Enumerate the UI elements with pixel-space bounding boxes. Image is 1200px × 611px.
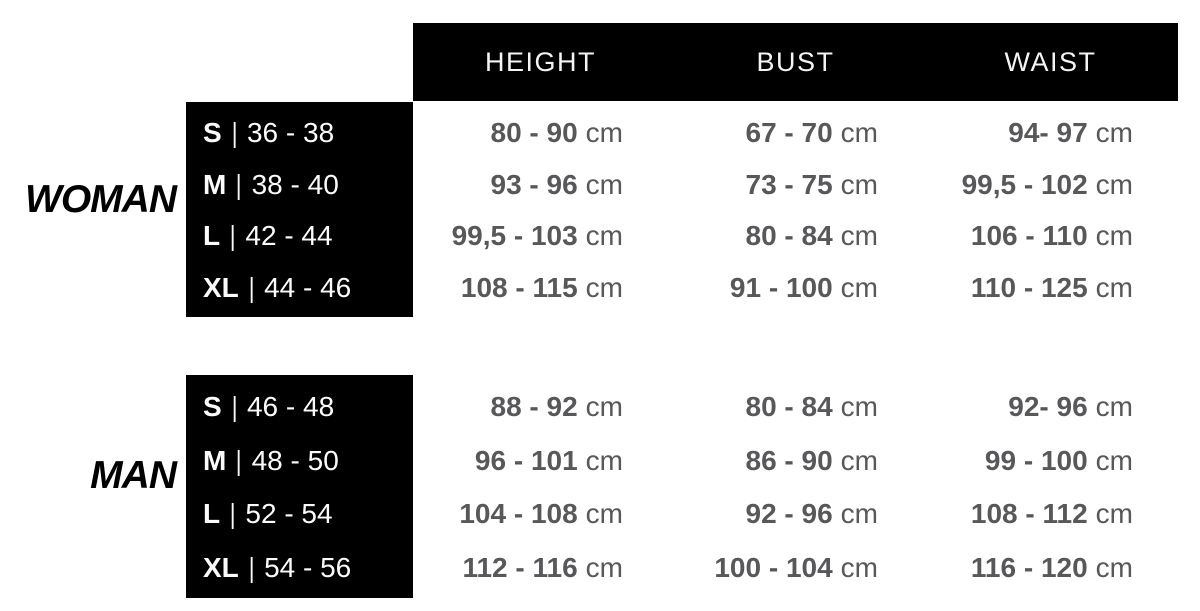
measurement-value: 80 - 84 [745, 220, 833, 252]
unit-label: cm [1095, 168, 1133, 200]
measurement-value: 112 - 116 [462, 552, 578, 584]
measurement-cell [413, 434, 668, 488]
measurement-value: 99,5 - 102 [961, 168, 1088, 200]
measurement-value: 116 - 120 [970, 552, 1088, 584]
unit-label: cm [585, 498, 623, 530]
unit-label: cm [1095, 390, 1133, 422]
measurement-cell [923, 541, 1178, 595]
unit-label: cm [585, 220, 623, 252]
woman-size-box [186, 102, 413, 317]
measurement-value: 73 - 75 [745, 168, 833, 200]
unit-label: cm [585, 390, 623, 422]
unit-label: cm [840, 168, 878, 200]
measurement-value: 80 - 90 [490, 116, 578, 148]
size-letter: XL [203, 552, 239, 584]
measurement-cell [668, 434, 923, 488]
size-separator: | [231, 116, 238, 148]
woman-section [0, 102, 1200, 317]
size-row [203, 262, 413, 314]
measurement-value: 99 - 100 [984, 444, 1088, 476]
measurement-value: 86 - 90 [745, 444, 833, 476]
unit-label: cm [585, 116, 623, 148]
measurement-cell [413, 211, 668, 263]
size-separator: | [229, 220, 236, 252]
size-row [203, 211, 413, 263]
size-separator: | [236, 444, 242, 476]
unit-label: cm [1095, 444, 1133, 476]
measurement-cell [413, 488, 668, 542]
measurement-cell [923, 262, 1178, 314]
unit-label: cm [585, 272, 623, 304]
measurement-cell [923, 488, 1178, 542]
measurement-value: 94- 97 [1008, 116, 1088, 148]
measurement-cell [668, 107, 923, 159]
measurement-cell [668, 159, 923, 211]
size-separator: | [236, 168, 242, 200]
size-row [203, 541, 413, 595]
size-row [203, 488, 413, 542]
unit-label: cm [840, 272, 878, 304]
unit-label: cm [1095, 220, 1133, 252]
measurement-cell [923, 211, 1178, 263]
measurement-cell [668, 488, 923, 542]
measurement-cell [668, 211, 923, 263]
measurement-cell [413, 262, 668, 314]
size-letter: XL [203, 272, 239, 304]
man-measurements [413, 375, 1178, 598]
unit-label: cm [1095, 272, 1133, 304]
unit-label: cm [840, 390, 878, 422]
header-bust: BUST [756, 46, 835, 77]
measurement-value: 91 - 100 [729, 272, 833, 304]
measurement-cell [923, 107, 1178, 159]
size-letter: L [203, 498, 221, 530]
header-height: HEIGHT [484, 46, 596, 77]
unit-label: cm [1095, 552, 1133, 584]
unit-label: cm [585, 552, 623, 584]
measurement-value: 67 - 70 [745, 116, 833, 148]
size-row [203, 380, 413, 434]
woman-measurements [413, 102, 1178, 317]
size-separator: | [248, 552, 255, 584]
size-letter: M [203, 168, 227, 200]
size-range: 54 - 56 [264, 552, 352, 584]
unit-label: cm [585, 444, 623, 476]
measurement-value: 92- 96 [1008, 390, 1088, 422]
measurement-value: 110 - 125 [970, 272, 1088, 304]
size-separator: | [231, 390, 238, 422]
measurement-cell [923, 380, 1178, 434]
unit-label: cm [840, 552, 878, 584]
size-letter: S [203, 116, 222, 148]
size-row [203, 434, 413, 488]
measurement-value: 92 - 96 [745, 498, 833, 530]
size-row [203, 159, 413, 211]
measurement-value: 80 - 84 [745, 390, 833, 422]
measurement-value: 106 - 110 [970, 220, 1088, 252]
measurement-value: 100 - 104 [714, 552, 833, 584]
size-row [203, 107, 413, 159]
unit-label: cm [1095, 116, 1133, 148]
measurement-cell [923, 159, 1178, 211]
measurement-value: 99,5 - 103 [451, 220, 578, 252]
size-range: 48 - 50 [251, 444, 339, 476]
size-letter: M [203, 444, 227, 476]
size-separator: | [248, 272, 255, 304]
measurement-value: 96 - 101 [474, 444, 578, 476]
group-label-woman: WOMAN [25, 178, 176, 221]
unit-label: cm [585, 168, 623, 200]
size-range: 46 - 48 [246, 390, 335, 422]
measurement-cell [668, 380, 923, 434]
man-section [0, 375, 1200, 598]
measurement-cell [668, 262, 923, 314]
size-range: 38 - 40 [251, 168, 339, 200]
measurement-header-bar [413, 23, 1178, 101]
size-letter: L [203, 220, 221, 252]
measurement-cell [413, 541, 668, 595]
header-waist: WAIST [1004, 46, 1097, 77]
measurement-cell [413, 159, 668, 211]
size-range: 52 - 54 [245, 498, 333, 530]
measurement-value: 88 - 92 [490, 390, 578, 422]
size-separator: | [229, 498, 236, 530]
man-size-box [186, 375, 413, 598]
group-label-man: MAN [90, 454, 176, 497]
unit-label: cm [1095, 498, 1133, 530]
measurement-cell [413, 380, 668, 434]
unit-label: cm [840, 116, 878, 148]
measurement-value: 108 - 115 [460, 272, 578, 304]
size-letter: S [203, 390, 222, 422]
measurement-value: 93 - 96 [490, 168, 578, 200]
measurement-value: 108 - 112 [970, 498, 1088, 530]
measurement-cell [668, 541, 923, 595]
measurement-cell [413, 107, 668, 159]
size-range: 42 - 44 [245, 220, 333, 252]
unit-label: cm [840, 220, 878, 252]
measurement-value: 104 - 108 [459, 498, 578, 530]
unit-label: cm [840, 444, 878, 476]
size-range: 44 - 46 [264, 272, 352, 304]
unit-label: cm [840, 498, 878, 530]
measurement-cell [923, 434, 1178, 488]
size-range: 36 - 38 [246, 116, 335, 148]
